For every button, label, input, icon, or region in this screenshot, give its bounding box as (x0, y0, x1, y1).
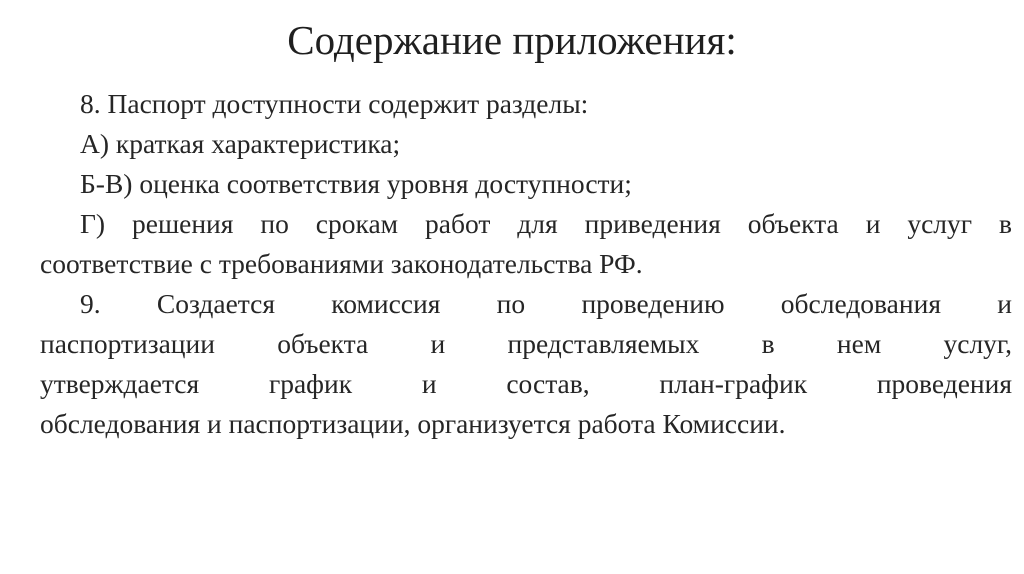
paragraph-commission-line-1: 9. Создается комиссия по проведению обследования и (80, 288, 1012, 319)
slide-title: Содержание приложения: (287, 17, 737, 63)
paragraph-commission-line-2: паспортизации объекта и представляемых в нем услуг, (40, 328, 1012, 359)
paragraph-commission-line-4: обследования и паспортизации, организуется работа Комиссии. (40, 408, 786, 439)
paragraph-commission-line-3: утверждается график и состав, план-график проведения (40, 368, 1012, 399)
paragraph-item-g-line-2: соответствие с требованиями законодательства РФ. (40, 248, 643, 279)
paragraph-item-g-line-1: Г) решения по срокам работ для приведения объекта и услуг в (80, 208, 1012, 239)
paragraph-passport-sections: 8. Паспорт доступности содержит разделы: (80, 88, 589, 119)
paragraph-item-a: А) краткая характеристика; (80, 128, 401, 159)
paragraph-commission (40, 284, 1012, 444)
paragraph-item-b-v: Б-В) оценка соответствия уровня доступности; (80, 168, 632, 199)
paragraph-item-g (40, 204, 1012, 284)
slide-body (40, 84, 1012, 444)
